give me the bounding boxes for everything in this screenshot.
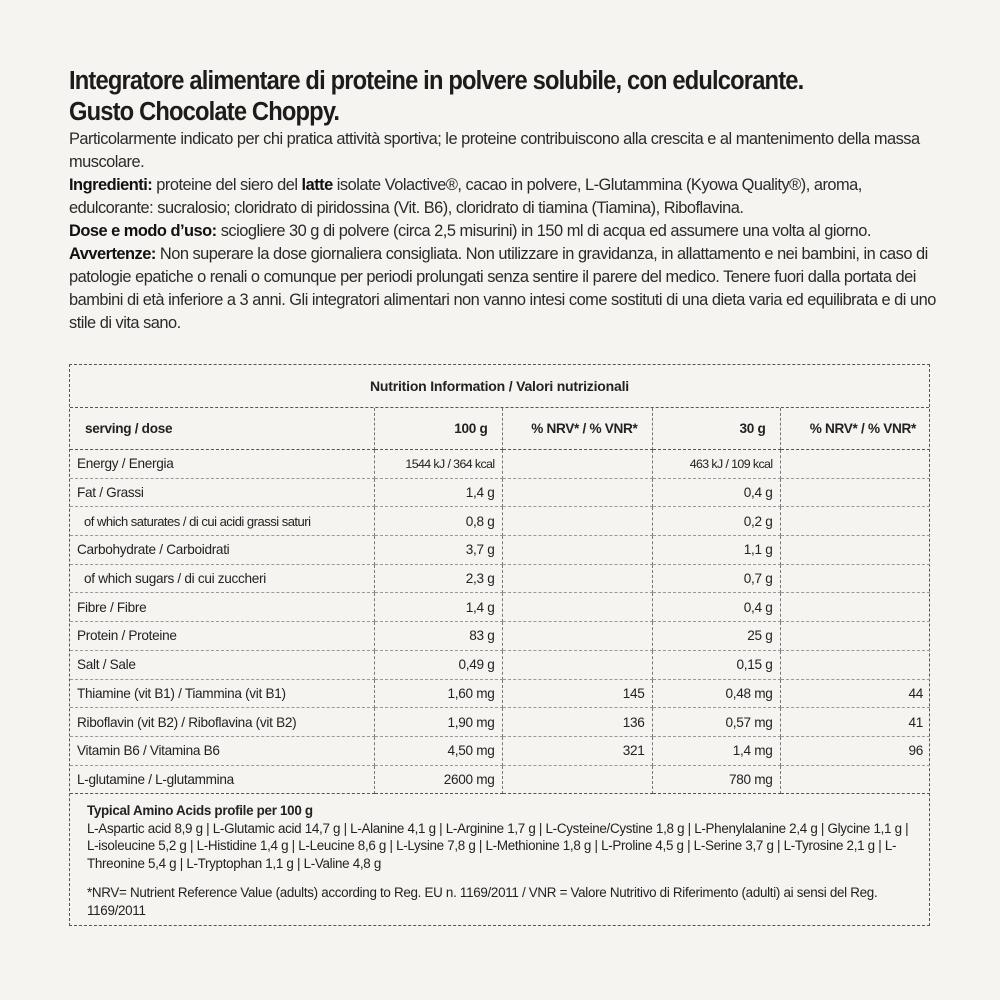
dose-text: sciogliere 30 g di polvere (circa 2,5 misurini) in 150 ml di acqua ed assumere una volta al giorno.	[216, 222, 871, 240]
table-row	[70, 478, 930, 507]
table-row	[70, 679, 930, 708]
col-header-nrv-30g: % NRV* / % VNR*	[780, 408, 930, 450]
product-description	[69, 66, 949, 335]
value-30g: 0,2 g	[652, 507, 780, 536]
table-row	[70, 708, 930, 737]
value-30g: 463 kJ / 109 kcal	[652, 450, 780, 479]
table-row	[70, 507, 930, 536]
value-100g: 3,7 g	[374, 536, 502, 565]
value-100g: 0,49 g	[374, 650, 502, 679]
table-row	[70, 593, 930, 622]
nrv-100g: 136	[502, 708, 652, 737]
nrv-100g	[502, 765, 652, 794]
nrv-100g	[502, 450, 652, 479]
nrv-100g	[502, 478, 652, 507]
amino-acids-title: Typical Amino Acids profile per 100 g	[87, 803, 313, 819]
nutrient-name: Protein / Proteine	[70, 622, 374, 651]
ingredients-text-post: isolate Volactive®, cacao in polvere, L-Glutammina (Kyowa Quality®), aroma, edulcorante: sucralosio; cloridrato di piridossina (Vit. B6), cloridrato di tiamina (Tiamina), Riboflavina.	[69, 176, 862, 217]
col-header-nrv-100g: % NRV* / % VNR*	[502, 408, 652, 450]
value-100g: 0,8 g	[374, 507, 502, 536]
nrv-30g	[780, 450, 930, 479]
nutrient-name: of which saturates / di cui acidi grassi saturi	[70, 507, 374, 536]
value-100g: 2600 mg	[374, 765, 502, 794]
nrv-100g	[502, 564, 652, 593]
nutrient-name: Fat / Grassi	[70, 478, 374, 507]
warnings-paragraph	[69, 243, 949, 335]
value-100g: 1544 kJ / 364 kcal	[374, 450, 502, 479]
nutrition-table	[70, 408, 930, 794]
nrv-30g	[780, 765, 930, 794]
nutrient-name: Energy / Energia	[70, 450, 374, 479]
table-row	[70, 536, 930, 565]
nutrition-table-title: Nutrition Information / Valori nutrizionali	[70, 365, 929, 408]
nutrition-box	[69, 364, 930, 926]
nrv-footnote: *NRV= Nutrient Reference Value (adults) according to Reg. EU n. 1169/2011 / VNR = Valore Nutritivo di Riferimento (adulti) ai sensi del Reg. 1169/2011	[87, 885, 878, 918]
nutrient-name: L-glutamine / L-glutammina	[70, 765, 374, 794]
value-100g: 1,60 mg	[374, 679, 502, 708]
value-30g: 0,15 g	[652, 650, 780, 679]
nrv-30g	[780, 593, 930, 622]
value-100g: 1,4 g	[374, 478, 502, 507]
table-row	[70, 564, 930, 593]
table-row	[70, 622, 930, 651]
product-title-line-1: Integratore alimentare di proteine in polvere solubile, con edulcorante.	[69, 67, 804, 95]
value-30g: 0,4 g	[652, 593, 780, 622]
nrv-30g	[780, 650, 930, 679]
nutrient-name: Riboflavin (vit B2) / Riboflavina (vit B2)	[70, 708, 374, 737]
value-30g: 1,4 mg	[652, 736, 780, 765]
nrv-100g	[502, 536, 652, 565]
product-title-line-2: Gusto Chocolate Choppy.	[69, 98, 340, 126]
value-30g: 0,48 mg	[652, 679, 780, 708]
value-100g: 1,90 mg	[374, 708, 502, 737]
table-row	[70, 765, 930, 794]
ingredients-paragraph	[69, 174, 949, 220]
nrv-100g	[502, 650, 652, 679]
value-30g: 1,1 g	[652, 536, 780, 565]
value-100g: 1,4 g	[374, 593, 502, 622]
table-row	[70, 650, 930, 679]
nrv-30g: 41	[780, 708, 930, 737]
col-header-30g: 30 g	[652, 408, 780, 450]
value-30g: 0,4 g	[652, 478, 780, 507]
col-header-serving: serving / dose	[70, 408, 374, 450]
value-100g: 2,3 g	[374, 564, 502, 593]
nrv-30g	[780, 622, 930, 651]
ingredients-allergen: latte	[301, 176, 333, 194]
nutrient-name: Vitamin B6 / Vitamina B6	[70, 736, 374, 765]
col-header-100g: 100 g	[374, 408, 502, 450]
nrv-100g: 321	[502, 736, 652, 765]
nutrient-name: Thiamine (vit B1) / Tiammina (vit B1)	[70, 679, 374, 708]
nrv-100g	[502, 622, 652, 651]
nutrient-name: Salt / Sale	[70, 650, 374, 679]
nutrient-name: Carbohydrate / Carboidrati	[70, 536, 374, 565]
table-row	[70, 450, 930, 479]
value-30g: 25 g	[652, 622, 780, 651]
nrv-30g: 44	[780, 679, 930, 708]
table-header-row	[70, 408, 930, 450]
nrv-100g	[502, 593, 652, 622]
value-30g: 0,7 g	[652, 564, 780, 593]
nrv-100g	[502, 507, 652, 536]
ingredients-text-pre: proteine del siero del	[152, 176, 302, 194]
nrv-30g: 96	[780, 736, 930, 765]
amino-acids-list: L-Aspartic acid 8,9 g | L-Glutamic acid 14,7 g | L-Alanine 4,1 g | L-Arginine 1,7 g | L-Cysteine/Cystine 1,8 g | L-Phenylalanine 2,4 g | Glycine 1,1 g | L-isoleucine 5,2 g | L-Histidine 1,4 g | L-Leucine 8,6 g | L-Lysine 7,8 g | L-Methionine 1,8 g | L-Proline 4,5 g | L-Serine 3,7 g | L-Tyrosine 2,1 g | L-Threonine 5,4 g | L-Tryptophan 1,1 g | L-Valine 4,8 g	[87, 820, 909, 871]
nrv-30g	[780, 536, 930, 565]
nrv-30g	[780, 478, 930, 507]
table-row	[70, 736, 930, 765]
nrv-30g	[780, 564, 930, 593]
value-100g: 83 g	[374, 622, 502, 651]
nutrient-name: Fibre / Fibre	[70, 593, 374, 622]
dose-paragraph	[69, 220, 949, 243]
value-100g: 4,50 mg	[374, 736, 502, 765]
warnings-label: Avvertenze:	[69, 245, 156, 263]
nrv-100g: 145	[502, 679, 652, 708]
ingredients-label: Ingredienti:	[69, 176, 153, 194]
nutrient-name: of which sugars / di cui zuccheri	[70, 564, 374, 593]
amino-acids-section	[70, 794, 929, 872]
value-30g: 780 mg	[652, 765, 780, 794]
warnings-text: Non superare la dose giornaliera consigliata. Non utilizzare in gravidanza, in allattamento e nei bambini, in caso di patologie epatiche o renali o comunque per periodi prolungati senza sentire il parere del medico. Tenere fuori dalla portata dei bambini di età inferiore a 3 anni. Gli integratori alimentari non vanno intesi come sostituti di una dieta varia ed equilibrata e di uno stile di vita sano.	[69, 245, 936, 332]
nrv-30g	[780, 507, 930, 536]
value-30g: 0,57 mg	[652, 708, 780, 737]
intro-text: Particolarmente indicato per chi pratica attività sportiva; le proteine contribuiscono alla crescita e al mantenimento della massa muscolare.	[69, 130, 920, 171]
dose-label: Dose e modo d’uso:	[69, 222, 217, 240]
